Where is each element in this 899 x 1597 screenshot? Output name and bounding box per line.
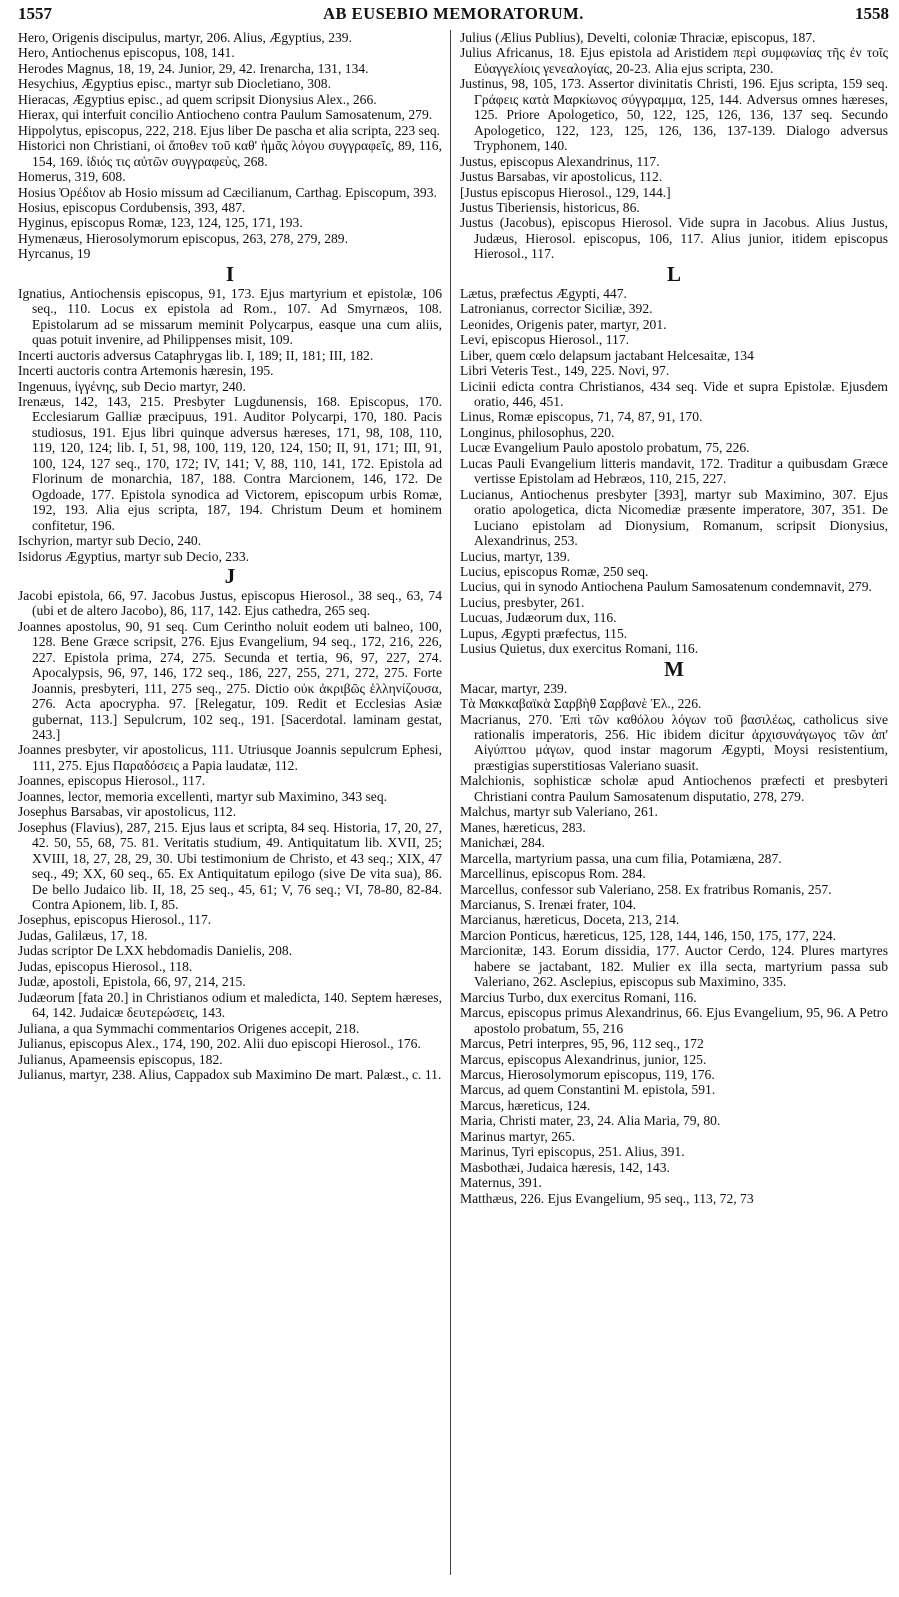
index-entry: Marcella, martyrium passa, una cum filia, Potamiæna, 287. xyxy=(460,850,782,866)
index-entry: Justus Tiberiensis, historicus, 86. xyxy=(460,199,640,215)
index-entry: Irenæus, 142, 143, 215. Presbyter Lugdunensis, 168. Episcopus, 170. Ecclesiarum Galliæ præcipuus, 191. Auditor Polycarpi, 170, 180. Pacis studiosus, 191. Ejus libri quinque adversus hæreses, 171, 98, 108, 110, 119, 120, 124; lib. I, 51, 98, 100, 119, 120, 124, 150; II, 91, 171; III, 91, 100, 124, 127 seq., 170, 172; IV, 141; V, 88, 110, 141, 172. Epistola ad Florinum de monarchia, 187, 188. Contra Marcionem, 146, 172. De Ogdoade, 177. Epistola synodica ad Victorem, episcopum urbis Romæ, 192, 193. Alia ejus scripta, 187, 194. Christum Deum et hominem confitetur, 196. xyxy=(18,393,442,533)
index-entry: Marinus, Tyri episcopus, 251. Alius, 391. xyxy=(460,1144,685,1160)
index-entry: Ignatius, Antiochensis episcopus, 91, 173. Ejus martyrium et epistolæ, 106 seq., 110. Locus ex epistola ad Rom., 107. Ad Smyrnæos, 108. Epistolarum ad se missarum meminit Polycarpus, easque una cum aliis, quas potuit invenire, ad Philippenses misit, 109. xyxy=(18,285,442,348)
index-entry: Maternus, 391. xyxy=(460,1175,542,1191)
index-entry: Marcianus, hæreticus, Doceta, 213, 214. xyxy=(460,912,680,928)
index-entry: Marinus martyr, 265. xyxy=(460,1128,575,1144)
index-entry: Judas, episcopus Hierosol., 118. xyxy=(18,958,193,974)
index-entry: Jacobi epistola, 66, 97. Jacobus Justus, episcopus Hierosol., 38 seq., 63, 74 (ubi et de altero Jacobo), 86, 117, 142. Ejus cathedra, 265 seq. xyxy=(18,587,442,619)
index-entry: Marcion Ponticus, hæreticus, 125, 128, 144, 146, 150, 175, 177, 224. xyxy=(460,927,837,943)
index-entry: Marcionitæ, 143. Eorum dissidia, 177. Auctor Cerdo, 124. Plures martyres habere se jactabant, 182. Mulier ex illa secta, martyrium passa sub Valeriano, 262. Asclepius, episcopus sub Maximino, 335. xyxy=(460,943,888,990)
index-entry: Maria, Christi mater, 23, 24. Alia Maria, 79, 80. xyxy=(460,1113,721,1129)
index-entry: Lucas Pauli Evangelium litteris mandavit, 172. Traditur a quibusdam Græce vertisse Epistolam ad Hebræos, 110, 215, 227. xyxy=(460,455,888,487)
index-entry: Hero, Origenis discipulus, martyr, 206. Alius, Ægyptius, 239. xyxy=(18,30,352,45)
index-entry: Julius (Ælius Publius), Develti, coloniæ Thraciæ, episcopus, 187. xyxy=(460,30,816,45)
index-entry: Justus (Jacobus), episcopus Hierosol. Vide supra in Jacobus. Alius Justus, Judæus, Hierosol. episcopus, 106, 117. Alius junior, itidem episcopus Hierosol., 117. xyxy=(460,215,888,262)
index-entry: Macar, martyr, 239. xyxy=(460,680,568,696)
running-title: AB EUSEBIO MEMORATORUM. xyxy=(323,4,584,23)
index-entry: Julianus, Apameensis episcopus, 182. xyxy=(18,1051,223,1067)
index-entry: Joannes, episcopus Hierosol., 117. xyxy=(18,773,206,789)
index-entry: Marcus, episcopus Alexandrinus, junior, 125. xyxy=(460,1051,707,1067)
index-entry: Hyginus, episcopus Romæ, 123, 124, 125, 171, 193. xyxy=(18,215,303,231)
section-letter: M xyxy=(664,656,684,681)
index-entry: Homerus, 319, 608. xyxy=(18,169,126,185)
index-entry: Justus, episcopus Alexandrinus, 117. xyxy=(460,153,660,169)
running-header xyxy=(18,4,889,28)
index-entry: Lucius, episcopus Romæ, 250 seq. xyxy=(460,563,649,579)
index-entry: Manes, hæreticus, 283. xyxy=(460,819,586,835)
index-entry: Hero, Antiochenus episcopus, 108, 141. xyxy=(18,45,235,61)
index-entry: Τὰ Μακκαβαϊκὰ Σαρβὴθ Σαρβανὲ Ἐλ., 226. xyxy=(460,696,702,712)
index-entry: Judæ, apostoli, Epistola, 66, 97, 214, 215. xyxy=(18,974,246,990)
index-entry: Incerti auctoris adversus Cataphrygas lib. I, 189; II, 181; III, 182. xyxy=(18,347,374,363)
section-letter: I xyxy=(225,261,235,286)
index-entry: Josephus (Flavius), 287, 215. Ejus laus et scripta, 84 seq. Historia, 17, 20, 27, 42. 50, 55, 68, 75. 81. Veritatis studium, 49. Antiquitatum lib. XVII, 25; XVIII, 18, 27, 28, 29, 30. Ubi testimonium de Christo, et 43 seq.; XIX, 47 seq., 49; XX, 60 seq., 65. Ex Antiquitatum epilogo (sive De vita sua), 86. De bello Judaico lib. II, 18, 25 seq., 45, 61; V, 76 seq.; VI, 78-80, 82-84. Contra Apionem, lib. I, 85. xyxy=(18,819,442,913)
index-entry: Lusius Quietus, dux exercitus Romani, 116. xyxy=(460,641,699,657)
page-number-left: 1557 xyxy=(18,4,52,23)
index-entry: Ingenuus, ἰγγένης, sub Decio martyr, 240. xyxy=(18,378,246,394)
index-entry: Licinii edicta contra Christianos, 434 seq. Vide et supra Epistolæ. Ejusdem oratio, 446, 451. xyxy=(460,378,888,409)
index-entry: Hesychius, Ægyptius episc., martyr sub Diocletiano, 308. xyxy=(18,76,331,92)
index-entry: Julianus, martyr, 238. Alius, Cappadox sub Maximino De mart. Palæst., c. 11. xyxy=(18,1067,442,1082)
index-entry: Herodes Magnus, 18, 19, 24. Junior, 29, 42. Irenarcha, 131, 134. xyxy=(18,60,369,76)
left-column xyxy=(18,30,442,1590)
column-divider xyxy=(450,30,451,1575)
index-entry: Hieracas, Ægyptius episc., ad quem scripsit Dionysius Alex., 266. xyxy=(18,91,377,107)
index-entry: Hierax, qui interfuit concilio Antiocheno contra Paulum Samosatenum, 279. xyxy=(18,107,433,123)
section-letter: L xyxy=(666,261,681,286)
index-entry: Joannes presbyter, vir apostolicus, 111. Utriusque Joannis sepulcrum Ephesi, 111, 275. Ejus Παραδόσεις a Papia laudatæ, 112. xyxy=(18,742,442,773)
index-entry: Julianus, episcopus Alex., 174, 190, 202. Alii duo episcopi Hierosol., 176. xyxy=(18,1036,421,1052)
index-entry: Leonides, Origenis pater, martyr, 201. xyxy=(460,316,667,332)
index-entry: Josephus, episcopus Hierosol., 117. xyxy=(18,912,212,928)
index-entry: Historici non Christiani, οἱ ἄποθεν τοῦ καθ' ἡμᾶς λόγου συγγραφεῖς, 89, 116, 154, 169. ἰδιός τις αὐτῶν συγγραφεὺς, 268. xyxy=(18,138,442,169)
index-entry: Lucianus, Antiochenus presbyter [393], martyr sub Maximino, 307. Ejus oratio apologetica, dicta Nicomediæ præsente imperatore, 307, 351. De Luciano epistolam ad Dionysium, Romanum, scripsit Dionysius, Alexandrinus, 253. xyxy=(460,486,888,549)
index-entry: Judæorum [fata 20.] in Christianos odium et maledicta, 140. Septem hæreses, 64, 142. Judaicæ δευτερώσεις, 143. xyxy=(18,989,442,1021)
index-entry: Justus Barsabas, vir apostolicus, 112. xyxy=(460,169,663,185)
index-entry: Juliana, a qua Symmachi commentarios Origenes accepit, 218. xyxy=(18,1020,360,1036)
index-entry: Marcianus, S. Irenæi frater, 104. xyxy=(460,897,637,913)
index-entry: Masbothæi, Judaica hæresis, 142, 143. xyxy=(460,1159,670,1175)
index-entry: Lucius, qui in synodo Antiochena Paulum Samosatenum condemnavit, 279. xyxy=(460,579,872,595)
index-entry: Hosius, episcopus Cordubensis, 393, 487. xyxy=(18,199,246,215)
index-entry: Joannes, lector, memoria excellenti, martyr sub Maximino, 343 seq. xyxy=(18,788,388,804)
index-entry: Lætus, præfectus Ægypti, 447. xyxy=(460,285,627,301)
index-entry: Lucius, presbyter, 261. xyxy=(460,594,585,610)
index-entry: Lucius, martyr, 139. xyxy=(460,548,571,564)
index-entry: Hymenæus, Hierosolymorum episcopus, 263, 278, 279, 289. xyxy=(18,230,349,246)
index-entry: Lupus, Ægypti præfectus, 115. xyxy=(460,625,628,641)
index-entry: Hyrcanus, 19 xyxy=(18,246,91,262)
index-entry: Isidorus Ægyptius, martyr sub Decio, 233. xyxy=(18,548,250,564)
index-entry: Longinus, philosophus, 220. xyxy=(460,424,615,440)
index-entry: Matthæus, 226. Ejus Evangelium, 95 seq., 113, 72, 73 xyxy=(460,1190,754,1206)
index-entry: Josephus Barsabas, vir apostolicus, 112. xyxy=(18,804,237,820)
index-entry: Marcius Turbo, dux exercitus Romani, 116. xyxy=(460,989,697,1005)
section-letter: J xyxy=(224,563,236,588)
index-entry: Marcellinus, episcopus Rom. 284. xyxy=(460,866,646,882)
index-entry: Linus, Romæ episcopus, 71, 74, 87, 91, 170. xyxy=(460,409,703,425)
index-entry: Latronianus, corrector Siciliæ, 392. xyxy=(460,301,653,317)
index-entry: Hippolytus, episcopus, 222, 218. Ejus liber De pascha et alia scripta, 223 seq. xyxy=(18,122,441,138)
index-entry: Julius Africanus, 18. Ejus epistola ad Aristidem περὶ συμφωνίας τῆς ἐν τοῖς Εὐαγγελίοις γενεαλογίας, 20-23. Alia ejus scripta, 230. xyxy=(460,45,888,76)
index-entry: Joannes apostolus, 90, 91 seq. Cum Cerintho noluit eodem uti balneo, 100, 128. Bene Græce scripsit, 276. Ejus Evangelium, 94 seq., 172, 216, 226, 227. Epistola prima, 274, 275. Secunda et tertia, 96, 97, 227, 274. Apocalypsis, 96, 97, 146, 172 seq., 186, 227, 255, 271, 272, 275. Forte Joannis, presbyteri, 111, 275 seq., 275. Dictio οὐκ ἀκριβῶς ἑλληνίζουσα, 276. Acta apocrypha. 97. [Relegatur, 109. Redit et Ecclesias Asiæ gubernat, 113.] Sepulcrum, 102 seq., 191. [Sacerdotal. laminam gestat, 243.] xyxy=(18,618,442,743)
index-entry: Malchus, martyr sub Valeriano, 261. xyxy=(460,804,658,820)
index-entry: Marcus, episcopus primus Alexandrinus, 66. Ejus Evangelium, 95, 96. A Petro apostolo probatum, 55, 216 xyxy=(460,1005,888,1036)
index-entry: Judas scriptor De LXX hebdomadis Danielis, 208. xyxy=(18,943,293,959)
index-entry: Liber, quem cœlo delapsum jactabant Helcesaitæ, 134 xyxy=(460,347,754,363)
index-entry: Incerti auctoris contra Artemonis hæresin, 195. xyxy=(18,363,274,379)
index-entry: Lucæ Evangelium Paulo apostolo probatum, 75, 226. xyxy=(460,440,750,456)
index-entry: Justinus, 98, 105, 173. Assertor divinitatis Christi, 196. Ejus scripta, 159 seq. Γράφεις κατὰ Μαρκίωνος σύγγραμμα, 125, 144. Adversus omnes hæreses, 125. Priore Apologetico, 50, 122, 125, 126, 136, 137 seq. Secundo Apologetico, 122, 123, 125, 126, 136, 137-139. Dialogo adversus Tryphonem, 140. xyxy=(460,76,888,154)
index-entry: Marcus, Hierosolymorum episcopus, 119, 176. xyxy=(460,1067,715,1082)
index-entry: Ischyrion, martyr sub Decio, 240. xyxy=(18,533,202,549)
right-column xyxy=(460,30,888,1590)
index-entry: Marcus, Petri interpres, 95, 96, 112 seq., 172 xyxy=(460,1036,704,1052)
index-entry: Marcus, ad quem Constantini M. epistola, 591. xyxy=(460,1082,716,1098)
index-entry: Judas, Galilæus, 17, 18. xyxy=(18,927,148,943)
index-entry: Libri Veteris Test., 149, 225. Novi, 97. xyxy=(460,363,670,379)
index-entry: [Justus episcopus Hierosol., 129, 144.] xyxy=(460,184,671,200)
index-entry: Marcus, hæreticus, 124. xyxy=(460,1097,591,1113)
page-number-right: 1558 xyxy=(855,4,889,23)
index-entry: Levi, episcopus Hierosol., 117. xyxy=(460,332,630,348)
index-entry: Macrianus, 270. Ἐπὶ τῶν καθόλου λόγων τοῦ βασιλέως, catholicus sive rationalis imperatoris, 256. Hic ibidem dicitur ἀρχισυνάγωγος τῶν ἀπ' Αἰγύπτου μάγων, quod instar magorum Ægypti, Moysi resistentium, præstigias superstitiosas Valeriano suasit. xyxy=(460,711,888,773)
index-entry: Lucuas, Judæorum dux, 116. xyxy=(460,610,617,626)
index-entry: Manichæi, 284. xyxy=(460,835,545,851)
index-entry: Hosius Ὀρέδιον ab Hosio missum ad Cæcilianum, Carthag. Episcopum, 393. xyxy=(18,184,437,200)
index-entry: Malchionis, sophisticæ scholæ apud Antiochenos præfecti et presbyteri Christiani contra Paulum Samosatenum disputatio, 278, 279. xyxy=(460,773,888,804)
index-entry: Marcellus, confessor sub Valeriano, 258. Ex fratribus Romanis, 257. xyxy=(460,881,832,897)
